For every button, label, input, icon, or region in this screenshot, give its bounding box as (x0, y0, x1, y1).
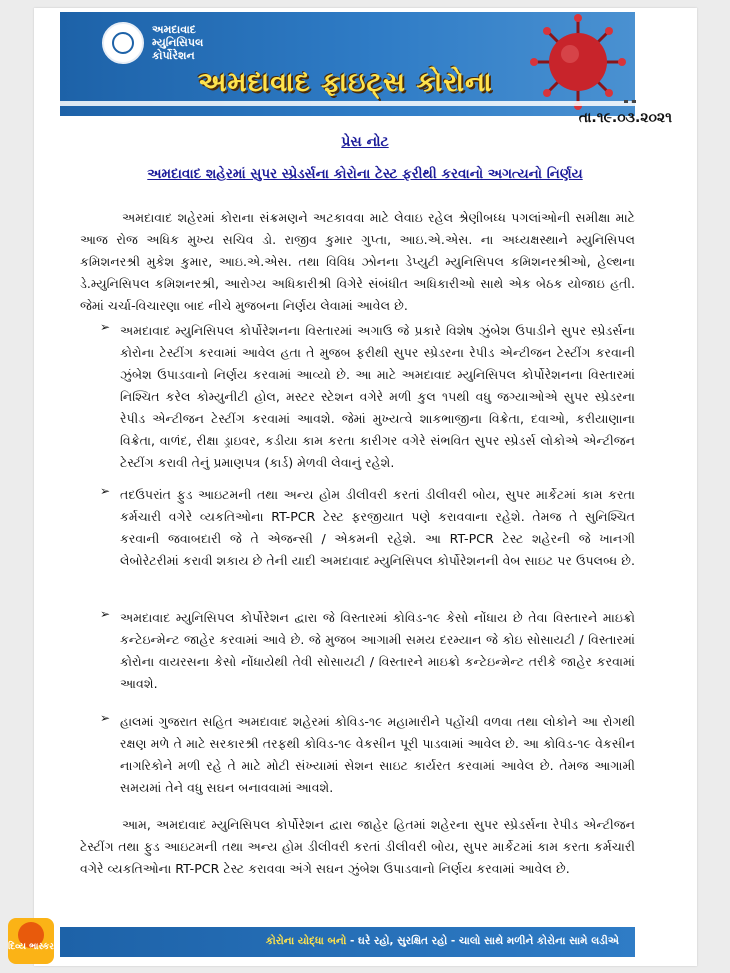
org-name: અમદાવાદ મ્યુનિસિપલ કોર્પોરેશન (152, 23, 204, 62)
headline: અમદાવાદ શહેરમાં સુપર સ્પ્રેડર્સના કોરોના ટેસ્ટ ફરીથી કરવાનો અગત્યનો નિર્ણય (147, 166, 583, 182)
bullet-arrow-icon: ➢ (100, 607, 111, 621)
release-date: તા.૧૯.૦૩.૨૦૨૧ (578, 110, 672, 126)
banner-title: અમદાવાદ ફાઇટ્સ કોરોના (198, 67, 493, 98)
closing-paragraph: આમ, અમદાવાદ મ્યુનિસિપલ કોર્પોરેશન દ્વારા જાહેર હિતમાં શહેરના સુપર સ્પ્રેડર્સના રેપીડ એન્ટીજન ટેસ્ટીંગ તથા ફુડ આઇટમની તથા અન્ય હોમ ડીલીવરી કરતાં ડીલીવરી બોય, સુપર માર્કેટમાં કામ કરતા કર્મચારી વગેરે વ્યકતિઓના RT-PCR ટેસ્ટ કરાવવા અંગે સઘન ઝુંબેશ ઉપાડવાનો નિર્ણય કરવામાં આવેલ છે. (80, 817, 635, 876)
coronavirus-icon (528, 12, 628, 112)
divya-bhaskar-logo (8, 918, 54, 964)
bullet-item: હાલમાં ગુજરાત સહિત અમદાવાદ શહેરમાં કોવિડ-૧૯ મહામારીને પહોંચી વળવા તથા લોકોને આ રોગથી રક્ષણ મળે તે માટે સરકારશ્રી તરફથી કોવિડ-૧૯ વેકસીન પૂરી પાડવામાં આવેલ છે. આ કોવિડ-૧૯ વેકસીન નાગરિકોને મળી રહે તે માટે મોટી સંખ્યામાં સેશન સાઇટ કાર્યરત કરવામાં આવેલ છે. તેમજ આગામી સમયમાં તેને વધુ સઘન બનાવવામાં આવશે. (120, 714, 635, 795)
press-note-heading: પ્રેસ નોટ (341, 134, 389, 150)
footer-slogan (266, 935, 619, 948)
header-banner (60, 12, 635, 116)
bullet-arrow-icon: ➢ (100, 484, 111, 498)
logo-text: દિવ્ય ભાસ્કર (8, 942, 54, 952)
bullet-item: તદઉપરાંત ફુડ આઇટમની તથા અન્ય હોમ ડીલીવરી કરતાં ડીલીવરી બોય, સુપર માર્કેટમાં કામ કરતા કર્મચારી વગેરે વ્યકતિઓના RT-PCR ટેસ્ટ ફરજીયાત પણે કરાવવાના રહેશે. તેમજ તે સુનિશ્ચિત કરવાની જવાબદારી જે તે એજન્સી / એકમની રહેશે. આ RT-PCR ટેસ્ટ શહેરની જે ખાનગી લેબોરેટરીમાં કરાવી શકાય છે તેની યાદી અમદાવાદ મ્યુનિસિપલ કોર્પોરેશનની વેબ સાઇટ પર ઉપલબ્ધ છે. (120, 487, 635, 568)
footer-highlight: કોરોના યોદ્ધા બનો (265, 935, 347, 947)
footer-banner (60, 927, 635, 957)
amc-seal-icon (102, 22, 144, 64)
bullet-arrow-icon: ➢ (100, 711, 111, 725)
bullet-item: અમદાવાદ મ્યુનિસિપલ કોર્પોરેશનના વિસ્તારમાં અગાઉ જે પ્રકારે વિશેષ ઝુંબેશ ઉપાડીને સુપર સ્પ્રેડર્સના કોરોના ટેસ્ટીંગ કરવામાં આવેલ હતા તે મુજબ ફરીથી સુપર સ્પ્રેડરના રેપીડ એન્ટીજન ટેસ્ટીંગ કરવાની ઝુંબેશ ઉપાડવાનો નિર્ણય કરવામાં આવ્યો છે. આ માટે અમદાવાદ મ્યુનિસિપલ કોર્પોરેશનના વિસ્તારમાં નિશ્ચિત કરેલ કોમ્યુનીટી હોલ, મસ્ટર સ્ટેશન વગેરે મળી કુલ ૧૫થી વધુ જગ્યાઓએ સુપર સ્પ્રેડરના રેપીડ એન્ટીજન ટેસ્ટીંગ કરવામાં આવશે. જેમાં મુખ્યત્વે શાકભાજીના વિક્રેતા, દવાઓ, કરીયાણાના વિક્રેતા, વાળંદ, રીક્ષા ડ્રાઇવર, કડીયા કામ કરતા કારીગર વગેરે સંભવિત સુપર સ્પ્રેડર્સ લોકોએ એન્ટીજન ટેસ્ટીંગ કરાવી તેનું પ્રમાણપત્ર (કાર્ડ) મેળવી લેવાનું રહેશે. (120, 323, 635, 470)
intro-paragraph: અમદાવાદ શહેરમાં કોરાના સંક્રમણને અટકાવવા માટે લેવાઇ રહેલ શ્રેણીબધ્ધ પગલાંઓની સમીક્ષા માટે આજ રોજ અધિક મુખ્ય સચિવ ડો. રાજીવ કુમાર ગુપ્તા, આઇ.એ.એસ. ના અધ્યક્ષસ્થાને મ્યુનિસિપલ કમિશનરશ્રી મુકેશ કુમાર, આઇ.એ.એસ. તથા વિવિધ ઝોનના ડેપ્યુટી મ્યુનિસિપલ કમિશનરશ્રીઓ, હેલ્થના ડે.મ્યુનિસિપલ કમિશનરશ્રી, આરોગ્ય અધિકારીશ્રી વિગેરે સંબંધીત અધિકારીઓ સાથે એક બેઠક યોજાઇ હતી. જેમાં ચર્ચા-વિચારણા બાદ નીચે મુજબના નિર્ણય લેવામાં આવેલ છે. (80, 210, 635, 313)
reference-dots (624, 100, 636, 103)
footer-rest: - ઘરે રહો, સુરક્ષિત રહો - ચાલો સાથે મળીને કોરોના સામે લડીએ (346, 935, 619, 947)
bullet-arrow-icon: ➢ (100, 320, 111, 334)
bullet-item: અમદાવાદ મ્યુનિસિપલ કોર્પોરેશન દ્વારા જે વિસ્તારમાં કોવિડ-૧૯ કેસો નોંધાય છે તેવા વિસ્તારને માઇક્રો કન્ટેઇન્મેન્ટ જાહેર કરવામાં આવે છે. જે મુજબ આગામી સમય દરમ્યાન જે કોઇ સોસાયટી / વિસ્તારમાં કોરોના વાયરસના કેસો નોંધાયેથી તેવી સોસાયટી / વિસ્તારને માઇક્રો કન્ટેઇન્મેન્ટ તરીકે જાહેર કરવામાં આવશે. (120, 610, 635, 691)
banner-stripe (60, 101, 635, 106)
